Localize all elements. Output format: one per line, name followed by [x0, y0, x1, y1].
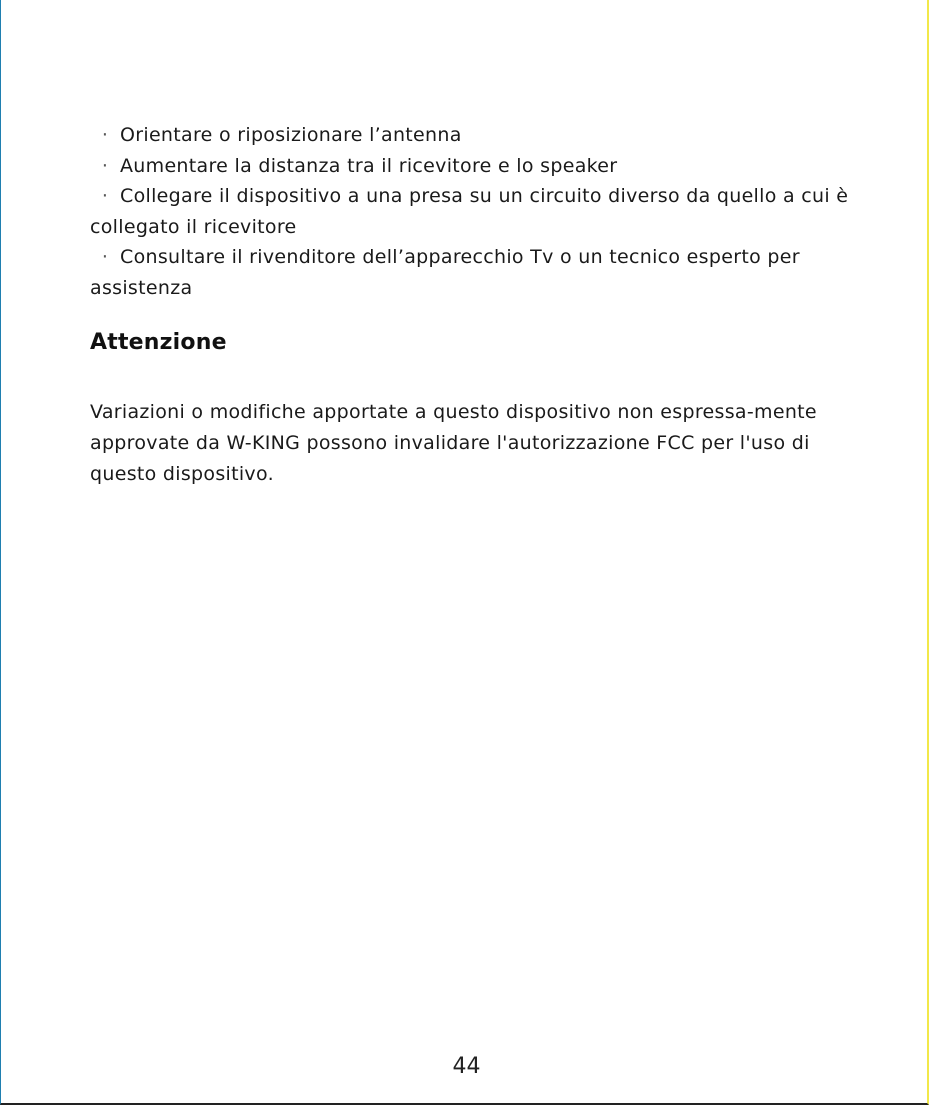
section-paragraph: Variazioni o modifiche apportate a questo dispositivo non espressa-mente approvate da W-KING possono invalidare l'autorizzazione FCC per l'uso di questo dispositivo.	[90, 401, 817, 485]
bullet-dot-icon: ·	[101, 185, 109, 207]
bullet-list	[90, 120, 880, 303]
bullet-dot-icon: ·	[101, 154, 109, 177]
list-item	[90, 181, 880, 242]
bullet-dot-icon: ·	[101, 124, 109, 146]
bullet-dot-icon: ·	[101, 246, 109, 268]
list-item-text: Aumentare la distanza tra il ricevitore e lo speaker	[120, 154, 618, 177]
list-item	[90, 151, 880, 182]
list-item-text: Collegare il dispositivo a una presa su un circuito diverso da quello a cui è collegato il ricevitore	[90, 185, 849, 238]
list-item	[90, 242, 880, 303]
list-item-text: Orientare o riposizionare l’antenna	[120, 124, 462, 146]
section-heading: Attenzione	[90, 330, 227, 355]
list-item	[90, 120, 880, 151]
list-item-text: Consultare il rivenditore dell’apparecchio Tv o un tecnico esperto per assistenza	[90, 246, 800, 299]
page-number: 44	[452, 1054, 481, 1079]
